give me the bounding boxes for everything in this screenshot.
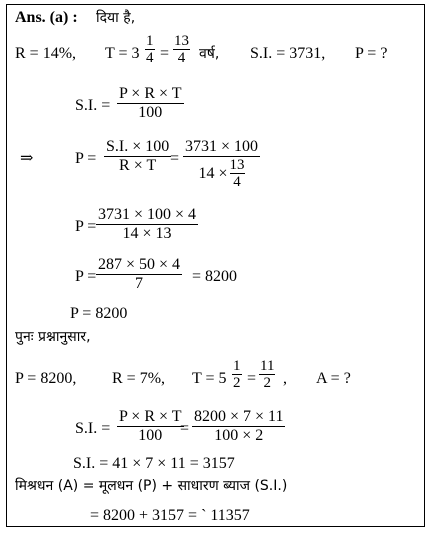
fraction-denominator: 100 bbox=[138, 104, 163, 121]
p-lhs: P = bbox=[75, 150, 97, 167]
p-lhs: P = bbox=[75, 218, 97, 235]
given-si: S.I. = 3731, bbox=[250, 45, 326, 62]
final-amount: = 8200 + 3157 = ` 11357 bbox=[90, 507, 250, 524]
fraction-numerator: 13 bbox=[174, 33, 189, 49]
step3-fraction bbox=[96, 206, 198, 243]
equals-sign: = bbox=[247, 370, 257, 387]
time-fraction bbox=[259, 358, 275, 391]
fraction-denominator: 4 bbox=[177, 50, 186, 66]
answer-box bbox=[6, 4, 425, 527]
si-result: S.I. = 41 × 7 × 11 = 3157 bbox=[73, 455, 235, 472]
given-rate: R = 14%, bbox=[15, 45, 77, 62]
denominator-prefix: 14 × bbox=[198, 164, 228, 182]
fraction-numerator: 11 bbox=[260, 358, 275, 374]
fraction-numerator: 1 bbox=[146, 33, 154, 49]
time-mixed-fraction bbox=[145, 33, 155, 66]
fraction-denominator: 100 × 2 bbox=[214, 427, 264, 444]
nested-fraction bbox=[230, 157, 245, 190]
fraction-denominator: 4 bbox=[233, 174, 241, 190]
fraction-numerator: 3731 × 100 bbox=[185, 138, 259, 155]
p-lhs: P = bbox=[75, 268, 97, 285]
amount-formula: मिश्रधन (A) = मूलधन (P) + साधारण ब्याज (S.I.) bbox=[15, 478, 288, 494]
si-substituted-fraction bbox=[192, 408, 285, 445]
si-lhs: S.I. = bbox=[75, 97, 111, 114]
fraction-denominator: 7 bbox=[135, 275, 144, 292]
fraction-denominator: 2 bbox=[263, 375, 271, 391]
given-time-prefix: T = 3 bbox=[105, 45, 140, 62]
si-lhs: S.I. = bbox=[75, 420, 111, 437]
fraction-numerator: P × R × T bbox=[119, 85, 182, 102]
fraction-denominator: 14 × 13 bbox=[122, 225, 172, 242]
fraction-numerator: P × R × T bbox=[119, 408, 182, 425]
si-formula-fraction bbox=[117, 408, 184, 445]
fraction-denominator: 2 bbox=[233, 375, 241, 391]
given-p-unknown: P = ? bbox=[355, 45, 388, 62]
si-formula-fraction bbox=[117, 85, 184, 122]
fraction-numerator: 287 × 50 × 4 bbox=[98, 256, 181, 273]
time-fraction bbox=[173, 33, 190, 66]
fraction-denominator: 100 bbox=[138, 427, 163, 444]
principal-result: P = 8200 bbox=[70, 305, 128, 322]
step4-result: = 8200 bbox=[192, 268, 238, 285]
comma: , bbox=[283, 370, 287, 387]
fraction-numerator: 13 bbox=[229, 157, 245, 173]
equals-sign: = bbox=[170, 150, 180, 167]
fraction-numerator: S.I. × 100 bbox=[106, 138, 170, 155]
fraction-numerator: 3731 × 100 × 4 bbox=[98, 206, 197, 223]
equals-sign: = bbox=[160, 45, 170, 62]
time-unit: वर्ष, bbox=[199, 46, 220, 62]
fraction-numerator: 8200 × 7 × 11 bbox=[194, 408, 284, 425]
implies-arrow: ⇒ bbox=[20, 150, 34, 167]
given2-rate: R = 7%, bbox=[112, 370, 166, 387]
fraction-denominator: R × T bbox=[119, 157, 157, 174]
p-substituted-fraction bbox=[183, 138, 260, 190]
again-text: पुनः प्रश्नानुसार, bbox=[15, 329, 91, 345]
answer-label: Ans. (a) : bbox=[15, 9, 78, 26]
given2-principal: P = 8200, bbox=[15, 370, 77, 387]
time-mixed-fraction bbox=[232, 358, 242, 391]
fraction-numerator: 1 bbox=[233, 358, 241, 374]
given2-time-prefix: T = 5 bbox=[192, 370, 227, 387]
step4-fraction bbox=[96, 256, 182, 293]
fraction-denominator bbox=[197, 157, 247, 190]
p-formula-fraction bbox=[104, 138, 171, 175]
header-text: दिया है, bbox=[96, 10, 136, 26]
fraction-denominator: 4 bbox=[146, 50, 154, 66]
given2-amount-unknown: A = ? bbox=[316, 370, 351, 387]
equals-sign: = bbox=[180, 420, 190, 437]
